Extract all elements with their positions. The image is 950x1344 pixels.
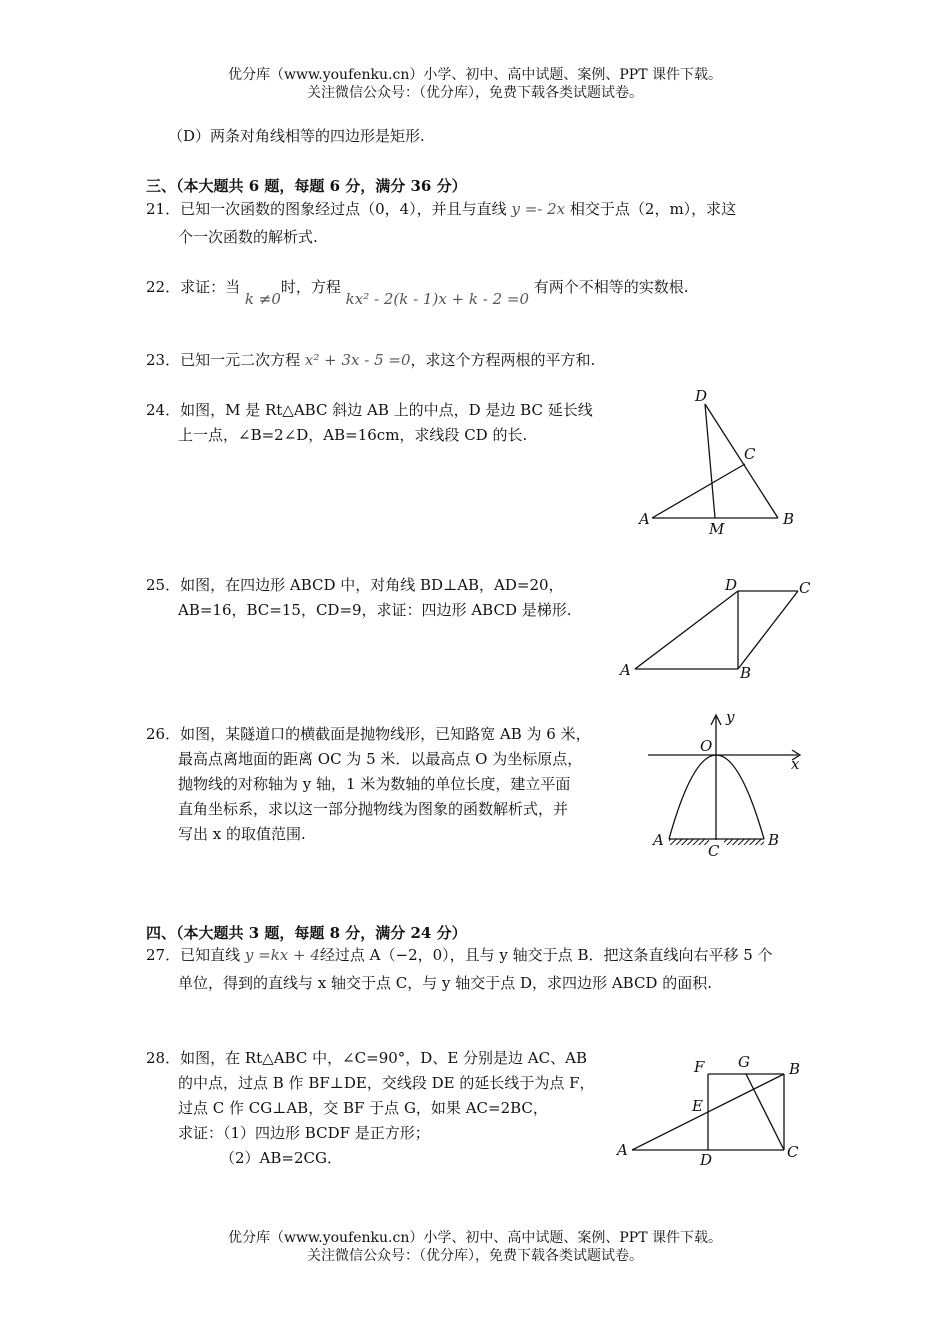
q28-line4: 求证：（1）四边形 BCDF 是正方形； — [178, 1124, 430, 1142]
q28-label-g: G — [738, 1053, 750, 1071]
q25-label-b: B — [740, 664, 752, 682]
q28-line5: （2）AB=2CG． — [220, 1149, 342, 1167]
q26-line4: 直角坐标系，求以这一部分抛物线为图象的函数解析式，并 — [178, 800, 569, 818]
q21-text-a: 已知一次函数的图象经过点（0，4），并且与直线 — [180, 200, 507, 218]
page-footer-line2: 关注微信公众号：（优分库），免费下载各类试题试卷。 — [307, 1248, 643, 1264]
q28-label-e: E — [692, 1097, 703, 1115]
q24-label-c: C — [744, 445, 756, 463]
q24-segment-ac — [652, 464, 745, 518]
q21-line1 — [146, 197, 736, 221]
q22-line — [146, 275, 689, 308]
q22-text-b: 时，方程 — [280, 278, 341, 296]
q25-line1 — [146, 573, 564, 597]
q21-number: 21． — [146, 200, 181, 218]
q24-label-m: M — [709, 520, 725, 538]
q24-line2: 上一点，∠B=2∠D，AB=16cm，求线段 CD 的长. — [178, 426, 528, 444]
q26-line1 — [146, 722, 591, 746]
q25-segment-cb — [738, 591, 798, 669]
q26-line3: 抛物线的对称轴为 y 轴，1 米为数轴的单位长度，建立平面 — [178, 775, 571, 793]
q26-label-a: A — [653, 831, 664, 849]
q27-line1 — [146, 943, 773, 967]
q23-text-b: ，求这个方程两根的平方和. — [410, 351, 596, 369]
section4-title: 四、（本大题共 3 题，每题 8 分，满分 24 分） — [146, 924, 467, 942]
q24-segment-dm — [705, 404, 715, 518]
q26-figure — [640, 705, 820, 865]
q28-line2: 的中点，过点 B 作 BF⊥DE，交线段 DE 的延长线于为点 F， — [178, 1074, 595, 1092]
q24-label-a: A — [639, 510, 650, 528]
page-footer-line1: 优分库（www.youfenku.cn）小学、初中、高中试题、案例、PPT 课件下载。 — [227, 1230, 722, 1246]
choice-d: （D）两条对角线相等的四边形是矩形. — [168, 127, 425, 145]
q22-number: 22． — [146, 278, 181, 296]
q28-label-c: C — [787, 1143, 799, 1161]
q27-number: 27． — [146, 946, 181, 964]
q23-line — [146, 348, 595, 372]
q26-label-x: x — [791, 755, 800, 773]
q26-label-y: y — [726, 708, 735, 726]
q25-text-line1: 如图，在四边形 ABCD 中，对角线 BD⊥AB，AD=20， — [180, 576, 564, 594]
q26-label-c: C — [708, 842, 720, 860]
q24-label-d: D — [695, 387, 708, 405]
q24-text-line1: 如图，M 是 Rt△ABC 斜边 AB 上的中点，D 是边 BC 延长线 — [180, 401, 593, 419]
q27-formula: y =kx + 4 — [244, 946, 320, 964]
q22-text-c: 有两个不相等的实数根. — [533, 278, 689, 296]
q28-text-line1: 如图，在 Rt△ABC 中，∠C=90°，D、E 分别是边 AC、AB — [180, 1049, 587, 1067]
q25-line2: AB=16，BC=15，CD=9，求证：四边形 ABCD 是梯形. — [178, 601, 572, 619]
q28-line1 — [146, 1046, 587, 1070]
q23-formula: x² + 3x - 5 =0 — [304, 351, 411, 369]
q24-number: 24． — [146, 401, 181, 419]
q25-segment-ad — [635, 591, 738, 669]
q25-figure — [610, 570, 820, 685]
q23-number: 23． — [146, 351, 181, 369]
q26-label-o: O — [700, 737, 713, 755]
q26-text-line1: 如图，某隧道口的横截面是抛物线形，已知路宽 AB 为 6 米， — [180, 725, 591, 743]
section3-title: 三、（本大题共 6 题，每题 6 分，满分 36 分） — [146, 177, 467, 195]
q26-road-hatch-left — [669, 839, 709, 845]
q25-label-c: C — [799, 579, 811, 597]
page-header-line2: 关注微信公众号：（优分库），免费下载各类试题试卷。 — [307, 85, 643, 101]
q25-label-d: D — [725, 576, 738, 594]
q22-condition: k ≠0 — [244, 290, 281, 308]
q21-line2: 个一次函数的解析式. — [178, 228, 318, 246]
q22-formula: kx² - 2(k - 1)x + k - 2 =0 — [345, 290, 530, 308]
q26-line2: 最高点离地面的距离 OC 为 5 米．以最高点 O 为坐标原点， — [178, 750, 583, 768]
q28-label-d: D — [700, 1151, 713, 1169]
q24-segment-db — [705, 404, 778, 518]
q26-road-hatch-right — [724, 839, 764, 845]
q27-text-b: 经过点 A（−2，0），且与 y 轴交于点 B．把这条直线向右平移 5 个 — [319, 946, 773, 964]
q26-label-b: B — [768, 831, 780, 849]
q24-label-b: B — [783, 510, 795, 528]
q28-number: 28． — [146, 1049, 181, 1067]
q23-text-a: 已知一元二次方程 — [180, 351, 301, 369]
q28-line3: 过点 C 作 CG⊥AB，交 BF 于点 G，如果 AC=2BC， — [178, 1099, 548, 1117]
q28-label-a: A — [617, 1141, 628, 1159]
q22-text-a: 求证：当 — [180, 278, 241, 296]
q25-label-a: A — [620, 661, 631, 679]
q28-label-b: B — [789, 1060, 801, 1078]
q27-line2: 单位，得到的直线与 x 轴交于点 C，与 y 轴交于点 D，求四边形 ABCD 的面积. — [178, 974, 712, 992]
page-header-line1: 优分库（www.youfenku.cn）小学、初中、高中试题、案例、PPT 课件下载。 — [227, 67, 722, 83]
q27-text-a: 已知直线 — [180, 946, 241, 964]
q25-number: 25． — [146, 576, 181, 594]
q21-text-b: 相交于点（2，m），求这 — [569, 200, 737, 218]
q28-segment-cg — [746, 1074, 784, 1150]
q28-label-f: F — [694, 1058, 705, 1076]
q26-line5: 写出 x 的取值范围. — [178, 825, 306, 843]
q26-number: 26． — [146, 725, 181, 743]
q24-figure — [630, 382, 810, 542]
q21-formula: y =- 2x — [511, 200, 566, 218]
q28-figure — [610, 1050, 810, 1170]
q24-line1 — [146, 398, 593, 422]
